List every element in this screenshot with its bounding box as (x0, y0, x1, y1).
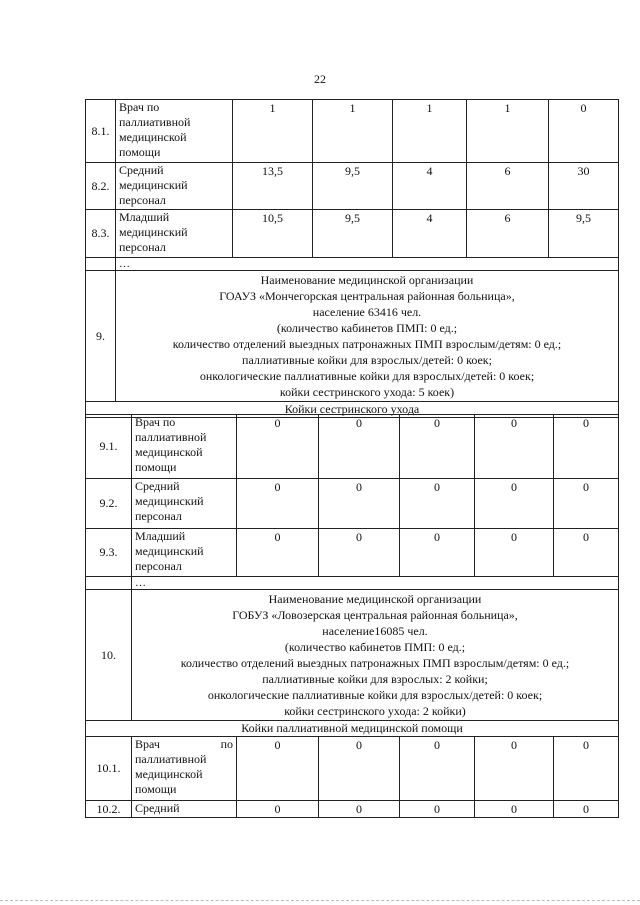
value-cell: 0 (237, 415, 319, 479)
section-heading: Койки паллиативной медицинской помощи (86, 721, 619, 737)
row-number: 10. (86, 590, 132, 721)
staff-name (132, 737, 237, 801)
value-cell: 6 (467, 210, 549, 258)
empty-cell (86, 577, 132, 590)
staff-name: Младший медицинский персонал (132, 529, 237, 577)
staff-name: Средний медицинский персонал (132, 479, 237, 529)
row-number: 9.2. (86, 479, 132, 529)
org-line: количество отделений выездных патронажных ПМП взрослым/детям: 0 ед.; (172, 337, 562, 351)
staff-name: Средний (132, 801, 237, 818)
value-cell: 0 (319, 415, 400, 479)
staff-name: Младший медицинский персонал (116, 210, 233, 258)
row-number: 8.1. (86, 100, 116, 163)
value-cell: 0 (400, 801, 475, 818)
org-line: (количество кабинетов ПМП: 0 ед.; (276, 321, 458, 335)
ellipsis-cell: … (116, 258, 619, 271)
staffing-table (85, 99, 619, 418)
row-number: 8.3. (86, 210, 116, 258)
value-cell: 0 (400, 529, 475, 577)
value-cell: 4 (393, 210, 467, 258)
value-cell: 0 (400, 737, 475, 801)
value-cell: 10,5 (233, 210, 313, 258)
staff-name: Врач по паллиативной медицинской помощи (132, 415, 237, 479)
staff-name: Врач по паллиативной медицинской помощи (116, 100, 233, 163)
value-cell: 0 (554, 801, 619, 818)
org-line: население 63416 чел. (312, 305, 422, 319)
org-line: население16085 чел. (322, 624, 428, 638)
staff-name-rest: паллиативной медицинской помощи (135, 752, 207, 796)
value-cell: 0 (400, 479, 475, 529)
ellipsis-cell: … (132, 577, 619, 590)
value-cell: 0 (554, 529, 619, 577)
table-row (86, 737, 619, 801)
value-cell: 0 (237, 801, 319, 818)
org-line: онкологические паллиативные койки для взрослых/детей: 0 коек; (199, 369, 535, 383)
value-cell: 0 (319, 529, 400, 577)
value-cell: 0 (319, 479, 400, 529)
value-cell: 30 (549, 163, 619, 210)
row-number: 9.1. (86, 415, 132, 479)
table-row (86, 529, 619, 577)
staff-name-word: Врач (135, 737, 160, 751)
org-row (86, 271, 619, 402)
section-heading: Койки сестринского ухода (86, 402, 619, 418)
value-cell: 9,5 (313, 210, 393, 258)
value-cell: 0 (237, 529, 319, 577)
section-row (86, 721, 619, 737)
table-row (86, 258, 619, 271)
staff-name-first-line (135, 737, 233, 752)
value-cell: 1 (233, 100, 313, 163)
org-line: (количество кабинетов ПМП: 0 ед.; (284, 640, 466, 654)
value-cell: 1 (467, 100, 549, 163)
table-row (86, 210, 619, 258)
org-line: паллиативные койки для взрослых/детей: 0 коек; (242, 353, 492, 367)
org-line: ГОАУЗ «Мончегорская центральная районная больница», (219, 289, 515, 303)
table-row (86, 801, 619, 818)
page-number: 22 (314, 72, 326, 86)
value-cell: 9,5 (313, 163, 393, 210)
value-cell: 4 (393, 163, 467, 210)
value-cell: 0 (475, 801, 554, 818)
value-cell: 0 (475, 479, 554, 529)
page-edge (0, 900, 640, 905)
value-cell: 0 (237, 737, 319, 801)
org-line: Наименование медицинской организации (268, 592, 482, 606)
value-cell: 0 (554, 415, 619, 479)
row-number: 9.3. (86, 529, 132, 577)
value-cell: 0 (475, 529, 554, 577)
empty-cell (86, 258, 116, 271)
value-cell: 0 (237, 479, 319, 529)
value-cell: 9,5 (549, 210, 619, 258)
org-line: койки сестринского ухода: 5 коек) (279, 385, 455, 399)
value-cell: 0 (554, 737, 619, 801)
value-cell: 0 (319, 737, 400, 801)
staffing-table-lower (85, 414, 619, 818)
row-number: 9. (86, 271, 116, 402)
table-row (86, 415, 619, 479)
value-cell: 6 (467, 163, 549, 210)
org-line: паллиативные койки для взрослых: 2 койки; (262, 672, 488, 686)
organization-info (116, 271, 619, 402)
table-row (86, 479, 619, 529)
value-cell: 0 (319, 801, 400, 818)
org-line: ГОБУЗ «Ловозерская центральная районная больница», (232, 608, 518, 622)
value-cell: 1 (313, 100, 393, 163)
org-row (86, 590, 619, 721)
value-cell: 0 (549, 100, 619, 163)
value-cell: 1 (393, 100, 467, 163)
org-line: койки сестринского ухода: 2 койки) (284, 704, 466, 718)
staff-name-word: по (220, 737, 233, 751)
value-cell: 13,5 (233, 163, 313, 210)
table-row (86, 577, 619, 590)
organization-info (132, 590, 619, 721)
org-line: онкологические паллиативные койки для взрослых/детей: 0 коек; (207, 688, 543, 702)
value-cell: 0 (554, 479, 619, 529)
org-line: количество отделений выездных патронажных ПМП взрослым/детям: 0 ед.; (180, 656, 570, 670)
value-cell: 0 (400, 415, 475, 479)
table-row (86, 100, 619, 163)
org-line: Наименование медицинской организации (260, 273, 474, 287)
row-number: 10.1. (86, 737, 132, 801)
row-number: 10.2. (86, 801, 132, 818)
value-cell: 0 (475, 415, 554, 479)
value-cell: 0 (475, 737, 554, 801)
staff-name: Средний медицинский персонал (116, 163, 233, 210)
table-row (86, 163, 619, 210)
row-number: 8.2. (86, 163, 116, 210)
